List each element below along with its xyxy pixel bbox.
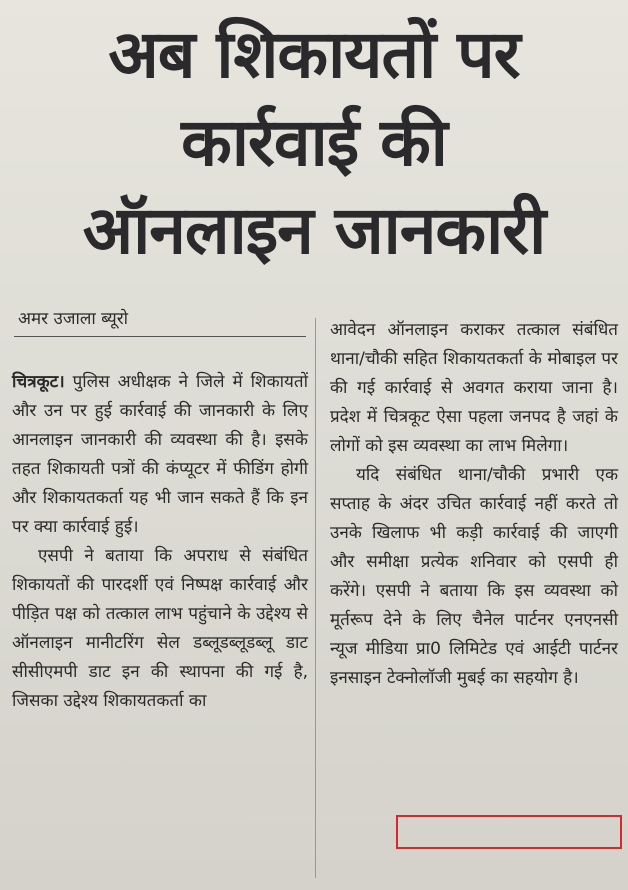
article-column-left bbox=[12, 368, 308, 716]
paragraph-4-end: का सहयोग है। bbox=[485, 668, 579, 688]
headline-line-1: अब शिकायतों पर bbox=[108, 16, 520, 93]
dateline: चित्रकूट। bbox=[12, 372, 65, 392]
paragraph-3: आवेदन ऑनलाइन कराकर तत्काल संबंधित थाना/चौकी सहित शिकायतकर्ता के मोबाइल पर की गई कार्रवाई से अवगत कराया जाना है। प्रदेश में चित्रकूट ऐसा पहला जनपद है जहां के लोगों को इस व्यवस्था का लाभ मिलेगा। bbox=[330, 320, 618, 456]
paragraph-1-text: पुलिस अधीक्षक ने जिले में शिकायतों और उन पर हुई कार्रवाई की जानकारी के लिए आनलाइन जानकारी की व्यवस्था की है। इसके तहत शिकायती पत्रों की कंप्यूटर में फीडिंग होगी और शिकायतकर्ता यह भी जान सकते हैं कि इन पर क्या कार्रवाई हुई। bbox=[12, 372, 308, 537]
paragraph-4-text: यदि संबंधित थाना/चौकी प्रभारी एक सप्ताह के अंदर उचित कार्रवाई नहीं करते तो उनके खिलाफ भी कड़ी कार्रवाई की जाएगी और समीक्षा प्रत्येक शनिवार को एसपी ही करेंगे। एसपी ने बताया कि इस व्यवस्था को मूर्तरूप देने के लिए चैनेल पार्टनर एनएनसी न्यूज मीडिया प्रा0 लिमिटेड एवं आईटी पार्टनर bbox=[330, 465, 618, 659]
headline-line-2: कार्रवाई की bbox=[181, 104, 447, 181]
highlighted-company-name: इनसाइन टेक्नोलॉजी मुबई bbox=[330, 668, 486, 688]
paragraph-1 bbox=[12, 368, 308, 542]
paragraph-4 bbox=[330, 461, 618, 693]
byline: अमर उजाला ब्यूरो bbox=[18, 309, 129, 329]
red-highlight-box bbox=[396, 815, 622, 849]
headline-line-3: ऑनलाइन जानकारी bbox=[82, 192, 546, 269]
column-divider bbox=[315, 318, 316, 878]
byline-rule bbox=[14, 336, 306, 337]
paragraph-2: एसपी ने बताया कि अपराध से संबंधित शिकायतों की पारदर्शी एवं निष्पक्ष कार्रवाई और पीड़ित पक्ष को तत्काल लाभ पहुंचाने के उद्देश्य से ऑनलाइन मानीटरिंग सेल डब्लूडब्लूडब्लू डाट सीसीएमपी डाट इन की स्थापना की गई है, जिसका उद्देश्य शिकायतकर्ता का bbox=[12, 546, 308, 711]
article-column-right bbox=[330, 316, 618, 693]
